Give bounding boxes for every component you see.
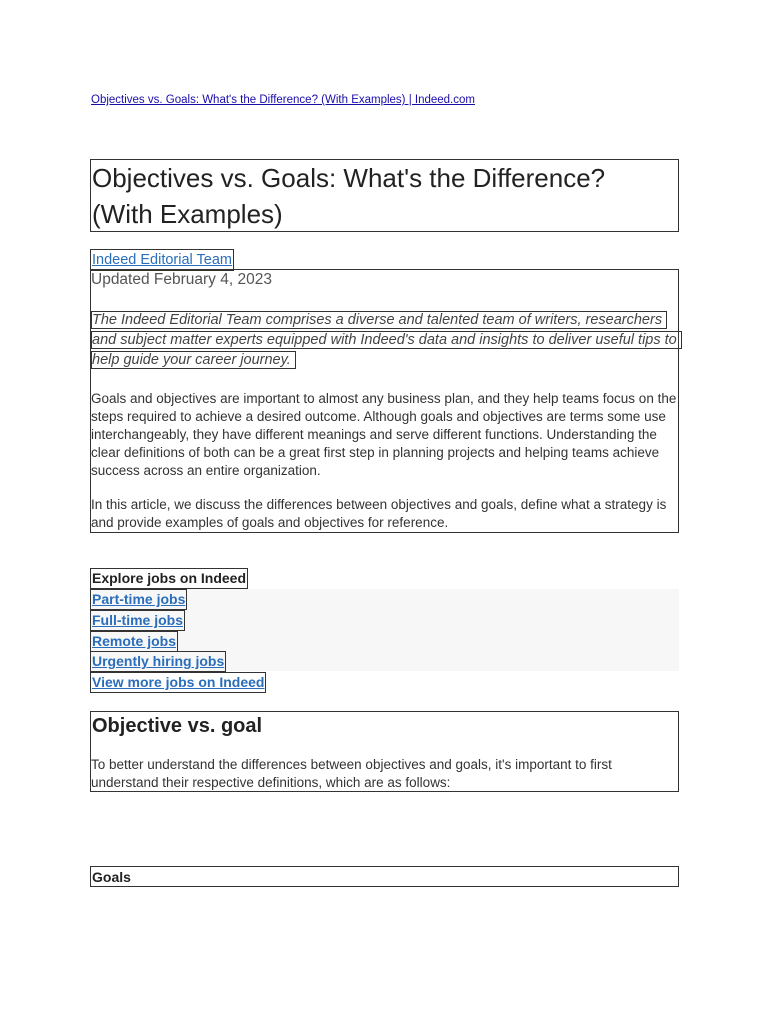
author-bio: [91, 310, 681, 370]
view-more-jobs-link[interactable]: View more jobs on Indeed: [90, 672, 266, 693]
part-time-jobs-link[interactable]: Part-time jobs: [90, 589, 187, 610]
section-title: Objective vs. goal: [92, 715, 263, 737]
title-box: [90, 159, 679, 232]
author-bio-text: The Indeed Editorial Team comprises a diverse and talented team of writers, researchers and subject matter experts equipped with Indeed's data and insights to deliver useful tips to help guide your career journey.: [91, 311, 682, 369]
intro-paragraph: In this article, we discuss the differences between objectives and goals, define what a strategy is and provide examples of goals and objectives for reference.: [91, 497, 667, 530]
remote-jobs-link[interactable]: Remote jobs: [90, 631, 178, 652]
source-link[interactable]: Objectives vs. Goals: What's the Difference? (With Examples) | Indeed.com: [91, 94, 475, 106]
page-title: Objectives vs. Goals: What's the Difference? (With Examples): [92, 163, 606, 229]
urgently-hiring-jobs-link[interactable]: Urgently hiring jobs: [90, 651, 226, 672]
article-meta: [90, 269, 679, 533]
intro-paragraph: Goals and objectives are important to almost any business plan, and they help teams focus on the steps required to achieve a desired outcome. Although goals and objectives are terms some use interchangeably, they have different meanings and serve different functions. Understanding the clear definitions of both can be a great first step in planning projects and helping teams achieve success across an entire organization.: [91, 391, 677, 478]
section-text: To better understand the differences between objectives and goals, it's important to first understand their respective definitions, which are as follows:: [91, 757, 612, 790]
subsection-goals: [90, 866, 679, 887]
updated-date: Updated February 4, 2023: [91, 271, 272, 288]
full-time-jobs-link[interactable]: Full-time jobs: [90, 610, 185, 631]
section-objective-vs-goal: [90, 711, 679, 792]
subsection-title: Goals: [92, 869, 131, 885]
author-link[interactable]: Indeed Editorial Team: [90, 249, 234, 271]
jobs-heading: Explore jobs on Indeed: [90, 568, 248, 589]
